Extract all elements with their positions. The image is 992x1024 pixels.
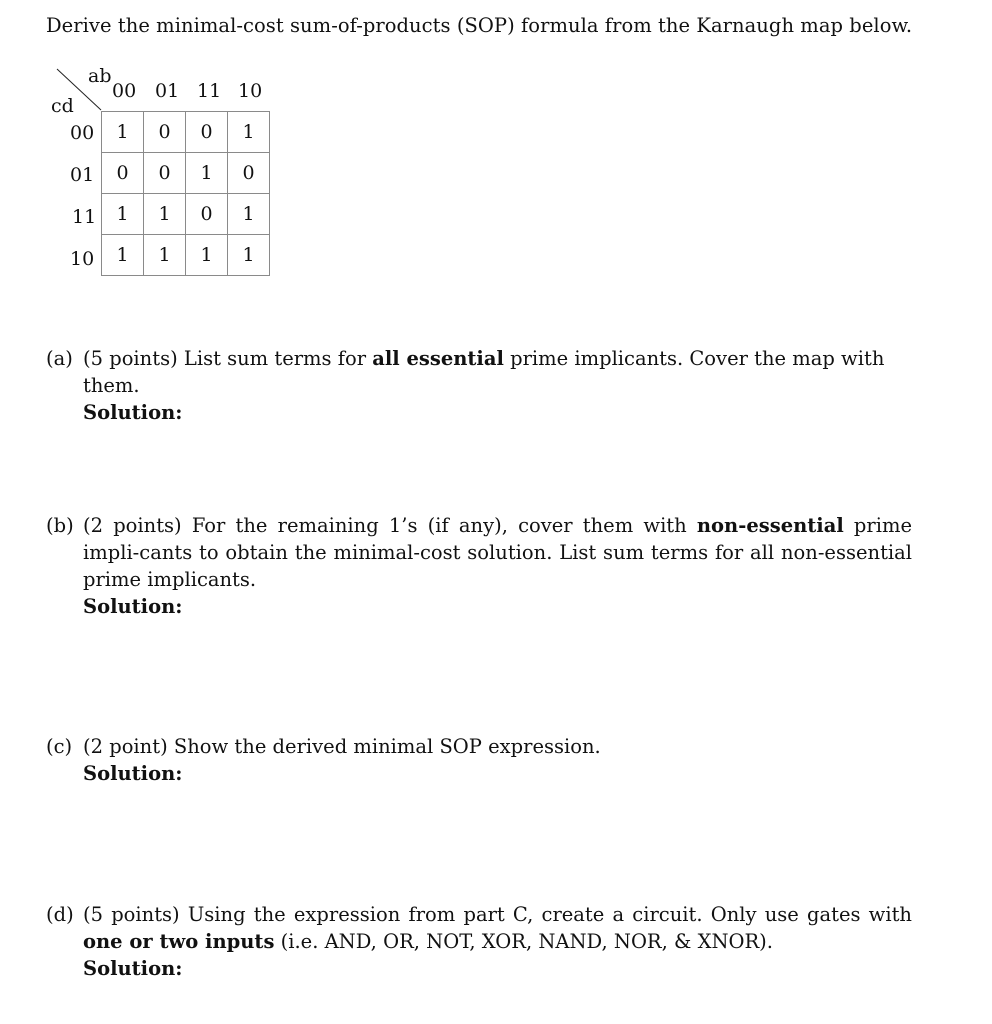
- question-text: (2 point) Show the derived minimal SOP expression.: [83, 735, 601, 758]
- kmap-row-label: 11: [72, 206, 97, 228]
- kmap-row: [102, 235, 270, 276]
- question-tag: (a): [46, 347, 73, 370]
- solution-label: Solution:: [83, 957, 183, 980]
- kmap-cell: 1: [102, 235, 144, 276]
- question-text: (5 points) List sum terms for all essential prime implicants. Cover the map with them.: [83, 347, 885, 397]
- kmap-cell: 0: [102, 153, 144, 194]
- kmap-cell: 0: [186, 112, 228, 153]
- kmap-row: [102, 112, 270, 153]
- kmap-col-label: 10: [238, 80, 263, 102]
- question-c: [46, 733, 912, 787]
- kmap-cell: 1: [144, 235, 186, 276]
- kmap-row: [102, 153, 270, 194]
- kmap-cell: 1: [228, 194, 270, 235]
- question-a: [46, 345, 912, 426]
- kmap-cell: 0: [186, 194, 228, 235]
- solution-label: Solution:: [83, 595, 183, 618]
- kmap-row-label: 01: [70, 164, 95, 186]
- kmap-cell: 0: [144, 153, 186, 194]
- kmap-col-label: 00: [112, 80, 137, 102]
- question-tag: (d): [46, 903, 74, 926]
- kmap-row: [102, 194, 270, 235]
- kmap-cell: 1: [228, 112, 270, 153]
- question-d: [46, 901, 912, 982]
- kmap-cell: 1: [102, 194, 144, 235]
- kmap-row-label: 00: [70, 122, 95, 144]
- kmap-cell: 1: [228, 235, 270, 276]
- solution-label: Solution:: [83, 762, 183, 785]
- kmap-cell: 0: [228, 153, 270, 194]
- kmap-cell: 1: [144, 194, 186, 235]
- kmap-cell: 1: [186, 153, 228, 194]
- kmap-row-label: 10: [70, 248, 95, 270]
- question-tag: (b): [46, 514, 74, 537]
- karnaugh-map: [40, 60, 280, 290]
- kmap-cell: 1: [102, 112, 144, 153]
- question-text: (2 points) For the remaining 1’s (if any), cover them with non-essential prime impli-cants to obtain the minimal-cost solution. List sum terms for all non-essential prime implicants.: [83, 514, 912, 591]
- kmap-cell: 0: [144, 112, 186, 153]
- solution-label: Solution:: [83, 401, 183, 424]
- kmap-column-variable: ab: [88, 65, 112, 87]
- question-tag: (c): [46, 735, 73, 758]
- problem-statement: Derive the minimal-cost sum-of-products (SOP) formula from the Karnaugh map below.: [46, 14, 913, 37]
- question-b: [46, 512, 912, 620]
- question-text: (5 points) Using the expression from part C, create a circuit. Only use gates with one or two inputs (i.e. AND, OR, NOT, XOR, NAND, NOR, & XNOR).: [83, 903, 912, 953]
- kmap-col-label: 01: [155, 80, 180, 102]
- kmap-row-variable: cd: [51, 95, 74, 117]
- kmap-cell: 1: [186, 235, 228, 276]
- kmap-grid: [101, 111, 270, 276]
- kmap-col-label: 11: [197, 80, 222, 102]
